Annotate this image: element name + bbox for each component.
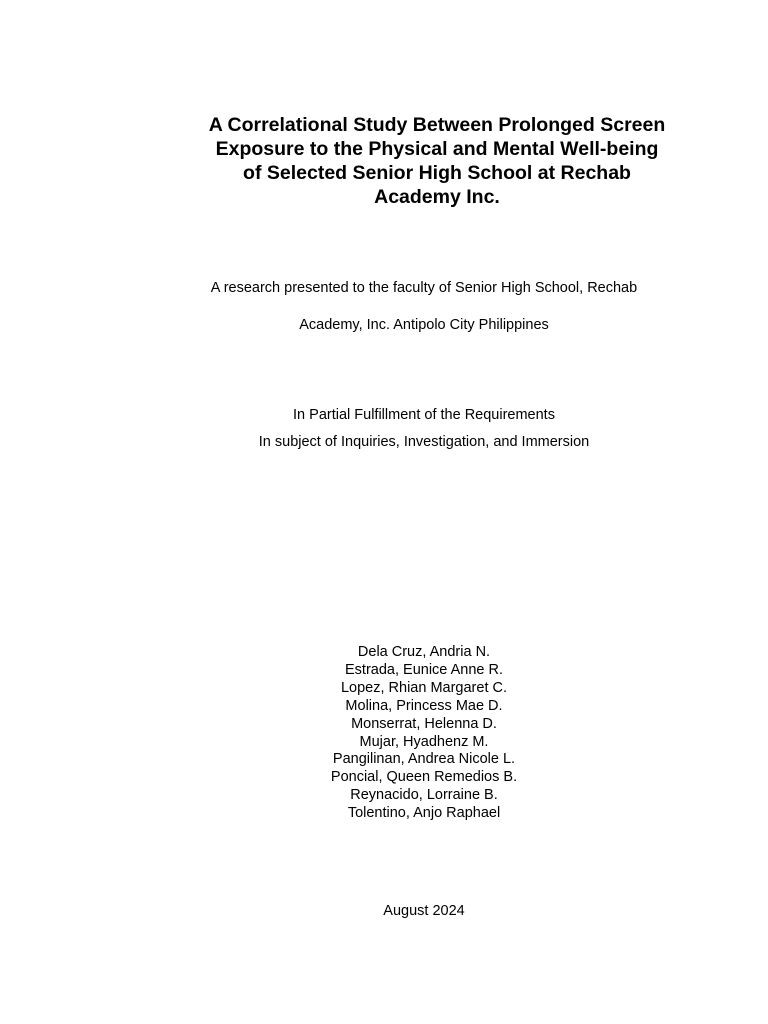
fulfillment-line-1: In Partial Fulfillment of the Requirements	[293, 407, 555, 423]
author-name: Monserrat, Helenna D.	[351, 715, 497, 732]
author-name: Reynacido, Lorraine B.	[350, 787, 498, 804]
author-name: Dela Cruz, Andria N.	[357, 644, 491, 660]
author-name: Poncial, Queen Remedios B.	[330, 769, 518, 786]
author-name: Mujar, Hyadhenz M.	[359, 733, 489, 750]
document-date: August 2024	[383, 903, 465, 919]
presented-line-1: A research presented to the faculty of Senior High School, Rechab	[210, 280, 638, 296]
presented-line-2: Academy, Inc. Antipolo City Philippines	[299, 317, 549, 333]
author-name: Estrada, Eunice Anne R.	[345, 661, 503, 678]
fulfillment-line-2: In subject of Inquiries, Investigation, and Immersion	[258, 434, 590, 450]
author-name: Lopez, Rhian Margaret C.	[340, 679, 508, 696]
author-name: Pangilinan, Andrea Nicole L.	[332, 751, 516, 768]
title-line: of Selected Senior High School at Rechab	[243, 162, 631, 184]
title-line: Exposure to the Physical and Mental Well-being	[215, 138, 659, 160]
author-name: Tolentino, Anjo Raphael	[347, 805, 501, 822]
author-name: Molina, Princess Mae D.	[345, 697, 503, 714]
document-title	[187, 113, 687, 209]
title-line: A Correlational Study Between Prolonged Screen	[208, 114, 666, 136]
author-list	[274, 644, 574, 823]
title-line: Academy Inc.	[374, 186, 500, 208]
